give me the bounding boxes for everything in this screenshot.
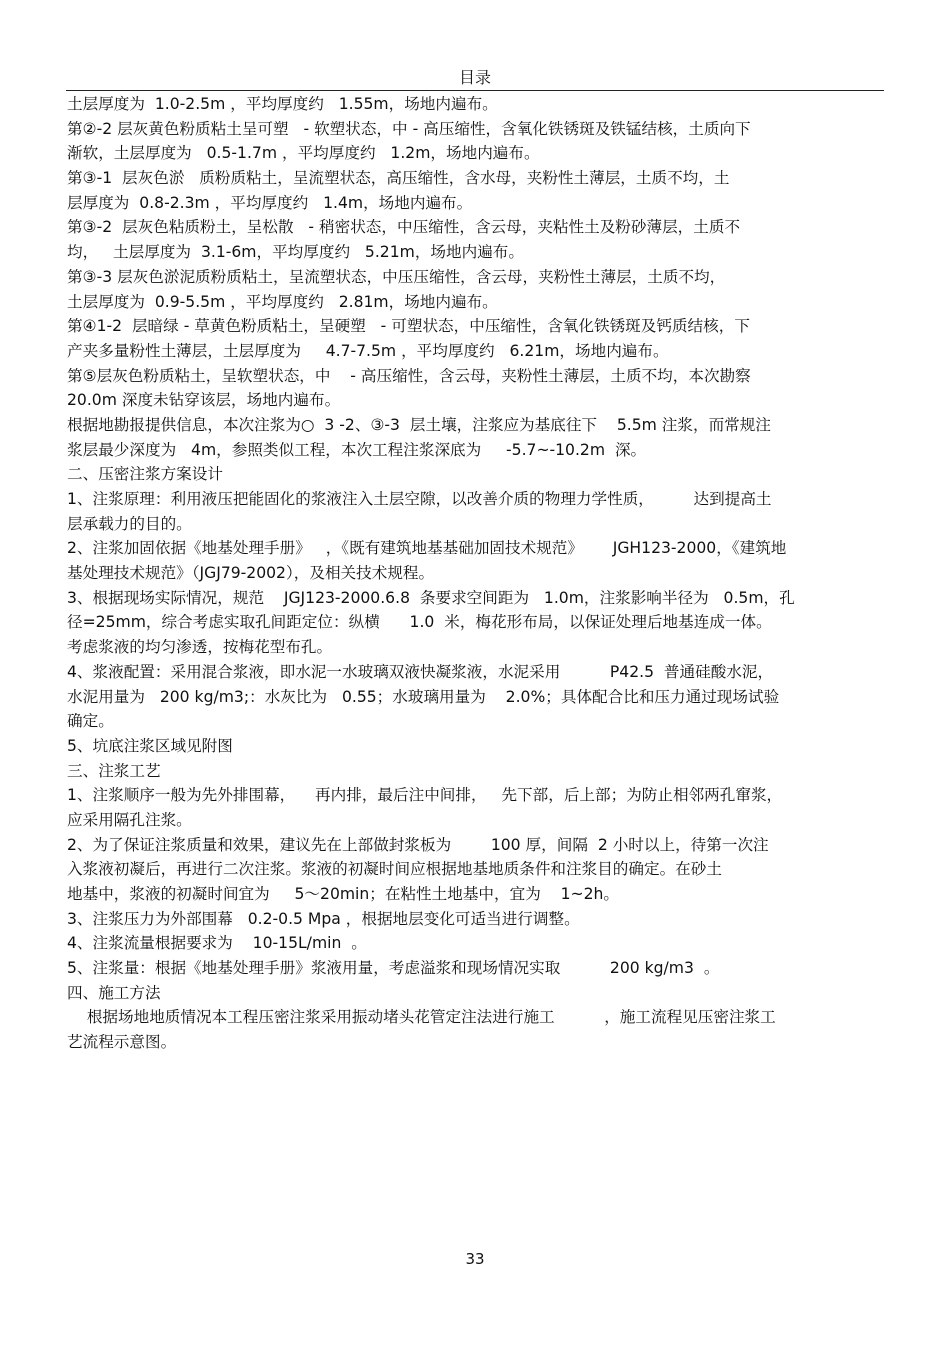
text-line: 第④1-2 层暗绿 - 草黄色粉质粘土，呈硬塑 - 可塑状态，中压缩性，含氧化铁锈斑及钙质结核，下 [67, 317, 750, 336]
text-line: 应采用隔孔注浆。 [67, 810, 192, 829]
text-line: 4、注浆流量根据要求为 10-15L/min 。 [67, 934, 367, 953]
text-line: 土层厚度为 0.9-5.5m ，平均厚度约 2.81m，场地内遍布。 [67, 292, 498, 311]
text-line: 径=25mm，综合考虑实取孔间距定位：纵横 1.0 米，梅花形布局，以保证处理后地基连成一体。 [67, 613, 772, 632]
text-line: 浆层最少深度为 4m，参照类似工程，本次工程注浆深底为 -5.7~-10.2m 深。 [67, 440, 647, 459]
text-line: 二、压密注浆方案设计 [67, 465, 223, 484]
text-line: 5、坑底注浆区域见附图 [67, 736, 233, 755]
text-line: 2、注浆加固依据《地基处理手册》 ，《既有建筑地基基础加固技术规范》 JGH123-2000，《建筑地 [67, 539, 787, 558]
text-line: 第③-2 层灰色粘质粉土，呈松散 - 稍密状态，中压缩性，含云母，夹粘性土及粉砂薄层，土质不 [67, 218, 741, 237]
text-line: 考虑浆液的均匀渗透，按梅花型布孔。 [67, 638, 333, 657]
text-line: 1、注浆原理：利用液压把能固化的浆液注入土层空隙，以改善介质的物理力学性质， 达到提高土 [67, 490, 772, 508]
text-line: 层厚度为 0.8-2.3m ，平均厚度约 1.4m，场地内遍布。 [67, 193, 473, 212]
page-header-title: 目录 [458, 68, 491, 87]
text-line: 土层厚度为 1.0-2.5m ，平均厚度约 1.55m，场地内遍布。 [67, 95, 498, 113]
text-line: 2、为了保证注浆质量和效果，建议先在上部做封浆板为 100 厚，间隔 2 小时以上，待第一次注 [67, 835, 769, 854]
text-line: 第②-2 层灰黄色粉质粘土呈可塑 - 软塑状态，中 - 高压缩性，含氧化铁锈斑及铁锰结核，土质向下 [67, 119, 751, 138]
text-line: 艺流程示意图。 [67, 1033, 177, 1052]
text-line: 3、根据现场实际情况，规范 JGJ123-2000.6.8 条要求空间距为 1.0m，注浆影响半径为 0.5m，孔 [67, 588, 795, 607]
page-number: 33 [465, 1250, 485, 1268]
text-line: 确定。 [67, 712, 114, 731]
text-line: 地基中，浆液的初凝时间宜为 5～20min；在粘性土地基中，宜为 1~2h。 [67, 885, 620, 903]
text-line: 20.0m 深度未钻穿该层，场地内遍布。 [67, 391, 341, 410]
text-line: 层承载力的目的。 [67, 514, 192, 533]
text-line: 水泥用量为 200 kg/m3;：水灰比为 0.55；水玻璃用量为 2.0%；具体配合比和压力通过现场试验 [67, 687, 780, 706]
text-line: 基处理技术规范》（JGJ79-2002），及相关技术规程。 [67, 564, 435, 583]
text-line: 入浆液初凝后，再进行二次注浆。浆液的初凝时间应根据地基地质条件和注浆目的确定。在砂土 [67, 860, 722, 879]
text-line: 根据地勘报提供信息，本次注浆为○ 3 -2、③-3 层土壤，注浆应为基底往下 5.5m 注浆，而常规注 [67, 415, 771, 434]
text-line: 根据场地地质情况本工程压密注浆采用振动堵头花管定注法进行施工 ，施工流程见压密注浆工 [67, 1008, 776, 1027]
text-line: 均， 土层厚度为 3.1-6m，平均厚度约 5.21m，场地内遍布。 [67, 243, 524, 262]
text-line: 4、浆液配置：采用混合浆液，即水泥一水玻璃双液快凝浆液，水泥采用 P42.5 普通硅酸水泥， [67, 662, 774, 681]
text-line: 5、注浆量：根据《地基处理手册》浆液用量，考虑溢浆和现场情况实取 200 kg/m3 。 [67, 959, 720, 978]
text-line: 三、注浆工艺 [67, 761, 161, 780]
text-line: 3、注浆压力为外部围幕 0.2-0.5 Mpa ，根据地层变化可适当进行调整。 [67, 909, 580, 928]
text-line: 第⑤层灰色粉质粘土，呈软塑状态，中 - 高压缩性，含云母，夹粉性土薄层，土质不均，本次勘察 [67, 366, 751, 385]
text-line: 第③-3 层灰色淤泥质粉质粘土，呈流塑状态，中压压缩性，含云母，夹粉性土薄层，土质不均， [67, 267, 726, 286]
header-divider [66, 90, 884, 91]
text-line: 四、施工方法 [67, 983, 161, 1002]
text-line: 1、注浆顺序一般为先外排围幕， 再内排，最后注中间排， 先下部，后上部；为防止相邻两孔窜浆， [67, 786, 783, 805]
text-line: 第③-1 层灰色淤 质粉质粘土，呈流塑状态，高压缩性，含水母，夹粉性土薄层，土质不均，土 [67, 169, 730, 188]
document-body [67, 92, 879, 1055]
text-line: 渐软，土层厚度为 0.5-1.7m ，平均厚度约 1.2m，场地内遍布。 [67, 144, 540, 163]
text-line: 产夹多量粉性土薄层，土层厚度为 4.7-7.5m ，平均厚度约 6.21m，场地内遍布。 [67, 341, 669, 360]
